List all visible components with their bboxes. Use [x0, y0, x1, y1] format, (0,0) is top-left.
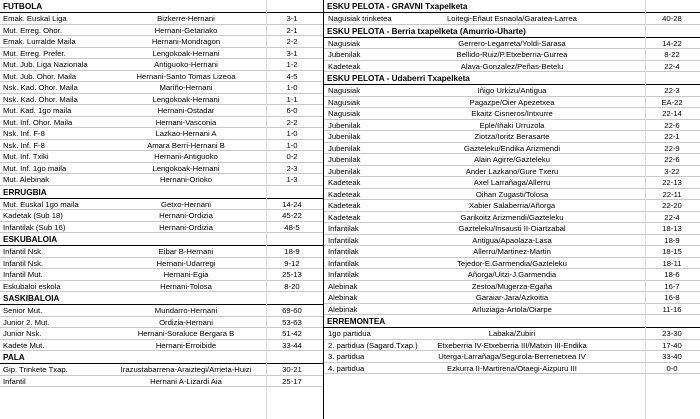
result-row: [324, 177, 700, 189]
score-cell: 4-5: [286, 71, 298, 81]
score-cell: 9-12: [284, 258, 300, 268]
score-cell: 22-11: [662, 189, 682, 199]
match-cell: Oihan Zugasti/Tolosa: [475, 189, 549, 199]
result-row: [324, 328, 700, 340]
score-cell: 22-6: [664, 120, 680, 130]
category-cell: Nsk. Inf. F-8: [3, 129, 45, 138]
score-cell: 3-1: [286, 14, 298, 23]
score-cell: 48-5: [284, 222, 300, 232]
result-row: [324, 108, 700, 120]
result-row: [0, 376, 324, 388]
score-cell: 2-3: [286, 163, 298, 173]
result-row: [324, 246, 700, 258]
match-cell: Lengokoak-Hernani: [152, 94, 220, 104]
category-cell: Infantil Mut.: [3, 270, 43, 279]
result-row: [0, 281, 324, 293]
result-row: [0, 25, 324, 37]
score-cell: 22-20: [662, 201, 682, 210]
match-cell: Hernani-Getariako: [154, 25, 218, 35]
category-cell: Emak. Euskal Liga: [3, 14, 67, 23]
left-results-column: [0, 0, 324, 387]
result-row: [0, 48, 324, 60]
category-cell: Jubenilak: [328, 143, 361, 153]
category-cell: Emak. Lurralde Maila: [3, 37, 76, 46]
match-cell: Hernani A-Lizardi Aia: [150, 376, 222, 386]
match-cell: Loitegi-Eñaut Esnaola/Garatea-Larrea: [447, 14, 577, 23]
match-cell: Ezkurra II-Martirena/Otaegi-Aizpuru III: [447, 363, 577, 373]
category-cell: Kadeteak: [328, 212, 361, 222]
result-row: [324, 235, 700, 247]
category-cell: Infantil: [3, 376, 26, 386]
result-row: [0, 105, 324, 117]
score-cell: 51-42: [282, 329, 302, 338]
category-cell: Nsk. Inf. F-8: [3, 140, 45, 150]
result-row: [324, 292, 700, 304]
score-cell: 2-1: [286, 25, 298, 35]
score-cell: 3-22: [664, 166, 680, 176]
match-cell: Gerrero-Legarreta/Yoldi-Sarasa: [458, 38, 566, 48]
result-row: [0, 199, 324, 211]
category-cell: Mut. Jub. Liga Nazionala: [3, 60, 88, 69]
category-cell: Mut. Erreg. Ohor.: [3, 25, 62, 35]
category-cell: Mut. Inf. Txiki: [3, 152, 49, 161]
score-cell: 33-44: [282, 340, 302, 350]
result-row: [324, 61, 700, 73]
score-cell: 22-14: [662, 109, 682, 118]
match-cell: Eple/Iñaki Urruzola: [479, 120, 545, 130]
left-score-divider: [266, 0, 267, 419]
match-cell: Bellido-Ruiz/P.Etxeberria-Gurrea: [456, 50, 568, 59]
score-cell: 16-8: [664, 293, 680, 302]
result-row: [0, 174, 324, 186]
result-row: [324, 212, 700, 224]
result-row: [324, 269, 700, 281]
match-cell: Ziotza/Ioritz Berasarte: [474, 132, 550, 141]
result-row: [0, 222, 324, 234]
match-cell: Hernani-Ordizia: [159, 222, 213, 232]
category-cell: Infantilak: [328, 258, 359, 268]
score-cell: EA-22: [661, 97, 683, 107]
category-cell: Mut. Jub. Ohor. Maila: [3, 71, 77, 81]
score-cell: 22-13: [662, 178, 682, 187]
score-cell: 2-2: [286, 117, 298, 127]
match-cell: Ander Lazkano/Gure Txeru: [465, 166, 559, 176]
category-cell: Nsk. Kad. Ohor. Maila: [3, 94, 78, 104]
section-header: FUTBOLA: [0, 0, 324, 13]
match-cell: Uterga-Larrañaga/Segurola-Berrenetxea IV: [438, 352, 586, 361]
result-row: [324, 340, 700, 352]
category-cell: Jubenilak: [328, 166, 361, 176]
result-row: [0, 317, 324, 329]
category-cell: Junior Nsk.: [3, 329, 42, 338]
result-row: [324, 200, 700, 212]
result-row: [324, 223, 700, 235]
category-cell: Nsk. Kad. Ohor. Maila: [3, 83, 78, 92]
match-cell: Lazkao-Hernani A: [155, 129, 217, 138]
section-header: ESKU PELOTA - GRAVNI Txapelketa: [324, 0, 700, 13]
score-cell: 18-6: [664, 270, 680, 279]
result-row: [324, 258, 700, 270]
result-row: [0, 13, 324, 25]
category-cell: Jubenilak: [328, 50, 361, 59]
result-row: [324, 189, 700, 201]
score-cell: 18-9: [284, 247, 300, 256]
section-header: PALA: [0, 351, 324, 364]
column-divider: [323, 0, 324, 419]
match-cell: Zestoa/Mugerza-Egaña: [471, 281, 553, 291]
category-cell: Kadetak (Sub 18): [3, 211, 63, 220]
score-cell: 1-2: [286, 60, 298, 69]
category-cell: Infantil Nsk.: [3, 247, 44, 256]
match-cell: Hernani-Ostadar: [157, 106, 215, 115]
category-cell: Alebinak: [328, 293, 358, 302]
result-row: [0, 210, 324, 222]
result-row: [0, 340, 324, 352]
match-cell: Lengokoak-Hernani: [152, 163, 220, 173]
score-cell: 18-9: [664, 235, 680, 245]
score-cell: 18-11: [662, 258, 682, 268]
category-cell: Infantil Nsk.: [3, 258, 44, 268]
match-cell: Etxeberria IV-Etxeberria III/Matxin III-Endika: [437, 340, 587, 350]
result-row: [0, 328, 324, 340]
match-cell: Ekaitz Cisneros/Intxurre: [471, 109, 553, 118]
result-row: [0, 269, 324, 281]
match-cell: Hernani-Santo Tomas Lizeoa: [136, 71, 236, 81]
result-row: [0, 258, 324, 270]
category-cell: Nagusiak: [328, 86, 361, 95]
right-score-divider: [645, 0, 646, 419]
score-cell: 14-24: [282, 199, 302, 209]
score-cell: 3-1: [286, 48, 298, 58]
result-row: [0, 140, 324, 152]
match-cell: Irazustabarrena-Araiztegi/Arrieta-Huizi: [120, 365, 252, 374]
result-row: [324, 351, 700, 363]
match-cell: Hernani-Antiguoko: [154, 152, 218, 161]
category-cell: Nagusiak trinketea: [328, 14, 392, 23]
right-results-column: [324, 0, 700, 374]
category-cell: 1go partidua: [328, 329, 371, 338]
match-cell: Hernani-Soraluce Bergara B: [137, 329, 235, 338]
match-cell: Xabier Salaberria/Añorga: [468, 201, 556, 210]
match-cell: Iñigo Urkizu/Antigua: [477, 86, 547, 95]
category-cell: 4. partidua: [328, 363, 365, 373]
match-cell: Amara Berri-Hernani B: [147, 140, 225, 150]
result-row: [324, 13, 700, 25]
category-cell: Eskubaloi eskola: [3, 281, 61, 291]
category-cell: Mut. Kad. 1go maila: [3, 106, 72, 115]
category-cell: 2. partidua (Sagard.Txap.): [328, 340, 418, 350]
score-cell: 22-6: [664, 155, 680, 164]
score-cell: 22-1: [664, 132, 680, 141]
result-row: [0, 305, 324, 317]
category-cell: Jubenilak: [328, 155, 361, 164]
match-cell: Hernani-Tolosa: [160, 281, 212, 291]
match-cell: Lengokoak-Hernani: [152, 48, 220, 58]
category-cell: Alebinak: [328, 304, 358, 314]
result-row: [324, 166, 700, 178]
score-cell: 45-22: [282, 211, 302, 220]
category-cell: Kadeteak: [328, 178, 361, 187]
score-cell: 0-0: [666, 363, 678, 373]
category-cell: Alebinak: [328, 281, 358, 291]
result-row: [0, 71, 324, 83]
match-cell: Getxo-Hernani: [161, 199, 211, 209]
result-row: [0, 128, 324, 140]
match-cell: Hernani-Erroibide: [155, 340, 217, 350]
result-row: [0, 163, 324, 175]
score-cell: 1-3: [286, 175, 298, 184]
match-cell: Antigua/Apaolaza-Lasa: [472, 235, 552, 245]
match-cell: Mariño-Hernani: [159, 83, 213, 92]
result-row: [324, 363, 700, 375]
score-cell: 0-2: [286, 152, 298, 161]
score-cell: 1-0: [286, 140, 298, 150]
category-cell: Kadeteak: [328, 189, 361, 199]
result-row: [0, 59, 324, 71]
score-cell: 30-21: [282, 365, 302, 374]
result-row: [324, 120, 700, 132]
score-cell: 22-4: [664, 212, 680, 222]
result-row: [324, 85, 700, 97]
match-cell: Mundarro-Hernani: [154, 306, 218, 315]
match-cell: Añorga/Uitzi-J.Garmendia: [467, 270, 557, 279]
result-row: [0, 36, 324, 48]
category-cell: Nagusiak: [328, 38, 361, 48]
result-row: [324, 143, 700, 155]
category-cell: Infantilak (Sub 16): [3, 222, 66, 232]
match-cell: Alain Agirre/Gazteleku: [473, 155, 551, 164]
result-row: [0, 94, 324, 106]
match-cell: Arluziaga-Artola/Oiarpe: [472, 304, 552, 314]
score-cell: 22-4: [664, 61, 680, 71]
category-cell: Infantilak: [328, 235, 359, 245]
score-cell: 23-30: [662, 329, 682, 338]
result-row: [324, 304, 700, 316]
category-cell: Nagusiak: [328, 97, 361, 107]
result-row: [324, 38, 700, 50]
category-cell: 3. partidua: [328, 352, 365, 361]
match-cell: Alava-Gonzalez/Peñas-Betelu: [460, 61, 564, 71]
match-cell: Hernani-Ordizia: [159, 211, 213, 220]
score-cell: 33-40: [662, 352, 682, 361]
section-header: ESKU PELOTA - Udaberri Txapelketa: [324, 72, 700, 85]
result-row: [0, 151, 324, 163]
category-cell: Kadeteak: [328, 61, 361, 71]
category-cell: Jubenilak: [328, 120, 361, 130]
category-cell: Jubenilak: [328, 132, 361, 141]
score-cell: 1-0: [286, 83, 298, 92]
match-cell: Hernani-Orioko: [159, 175, 213, 184]
category-cell: Kadete Mut.: [3, 340, 45, 350]
score-cell: 22-3: [664, 86, 680, 95]
score-cell: 2-2: [286, 37, 298, 46]
match-cell: Pagazpe/Oier Apezetxea: [469, 97, 555, 107]
score-cell: 25-17: [282, 376, 302, 386]
category-cell: Gip. Trinkete Txap.: [3, 365, 68, 374]
match-cell: Hernani-Vasconia: [155, 117, 217, 127]
score-cell: 11-16: [662, 304, 682, 314]
category-cell: Nagusiak: [328, 109, 361, 118]
match-cell: Tejedor-E.Garmendia/Gazteleku: [457, 258, 567, 268]
section-header: ERREMONTEA: [324, 315, 700, 328]
result-row: [324, 97, 700, 109]
match-cell: Gazteleku/Insausti II-Oiartzabal: [458, 224, 566, 233]
match-cell: Bizkerre-Hernani: [157, 14, 215, 23]
match-cell: Garaiar-Jara/Azkoitia: [475, 293, 549, 302]
score-cell: 69-60: [282, 306, 302, 315]
score-cell: 17-40: [662, 340, 682, 350]
match-cell: Axel Larrañaga/Allerru: [473, 178, 551, 187]
match-cell: Hernani-Mondragon: [151, 37, 221, 46]
result-row: [0, 117, 324, 129]
score-cell: 8-22: [664, 50, 680, 59]
result-row: [324, 131, 700, 143]
score-cell: 18-13: [662, 224, 682, 233]
match-cell: Hernani-Udarregi: [156, 258, 216, 268]
match-cell: Ordizia-Hernani: [159, 317, 213, 327]
category-cell: Mut. Euskal 1go maila: [3, 199, 79, 209]
section-header: ESKUBALOIA: [0, 233, 324, 246]
category-cell: Senior Mut.: [3, 306, 43, 315]
match-cell: Antiguoko-Hernani: [154, 60, 218, 69]
score-cell: 18-15: [662, 247, 682, 256]
category-cell: Infantilak: [328, 270, 359, 279]
section-header: SASKIBALOIA: [0, 292, 324, 305]
match-cell: Garikoitz Arizmendi/Gazteleku: [460, 212, 564, 222]
result-row: [0, 246, 324, 258]
category-cell: Mut. Alebinak: [3, 175, 50, 184]
category-cell: Mut. Erreg. Prefer.: [3, 48, 66, 58]
score-cell: 22-9: [664, 143, 680, 153]
category-cell: Infantilak: [328, 247, 359, 256]
category-cell: Junior 2. Mut.: [3, 317, 50, 327]
result-row: [0, 82, 324, 94]
category-cell: Kadeteak: [328, 201, 361, 210]
score-cell: 14-22: [662, 38, 682, 48]
section-header: ESKU PELOTA - Berria txapelketa (Amurrio-Uharte): [324, 25, 700, 38]
score-cell: 1-1: [286, 94, 298, 104]
section-header: ERRUGBIA: [0, 186, 324, 199]
category-cell: Infantilak: [328, 224, 359, 233]
score-cell: 8-20: [284, 281, 300, 291]
match-cell: Hernani-Egia: [163, 270, 209, 279]
result-row: [324, 281, 700, 293]
category-cell: Mut. Inf. Ohor. Maila: [3, 117, 73, 127]
score-cell: 16-7: [664, 281, 680, 291]
match-cell: Allerru/Martinez-Martin: [473, 247, 551, 256]
result-row: [324, 154, 700, 166]
category-cell: Mut. Inf. 1go maila: [3, 163, 67, 173]
result-row: [324, 49, 700, 61]
score-cell: 25-13: [282, 270, 302, 279]
score-cell: 6-0: [286, 106, 298, 115]
match-cell: Eibar B-Hernani: [158, 247, 214, 256]
match-cell: Labaka/Zubiri: [488, 329, 536, 338]
result-row: [0, 364, 324, 376]
score-cell: 53-63: [282, 317, 302, 327]
score-cell: 40-28: [662, 14, 682, 23]
match-cell: Gazteleku/Endika Arizmendi: [463, 143, 561, 153]
score-cell: 1-0: [286, 129, 298, 138]
